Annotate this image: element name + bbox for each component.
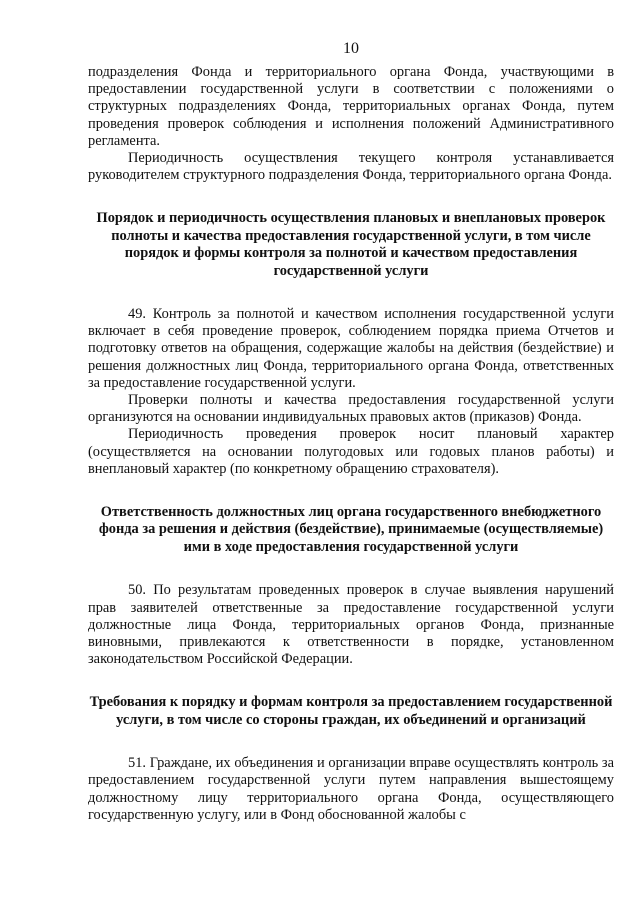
paragraph-control-periodicity: Периодичность осуществления текущего контроля устанавливается руководителем структурного подразделения Фонда, территориального органа Фонда.	[88, 150, 614, 184]
page-number: 10	[343, 40, 359, 57]
section-heading-inspections: Порядок и периодичность осуществления плановых и внеплановых проверок полноты и качества предоставления государственной услуги, в том числе порядок и формы контроля за полнотой и качеством предоставления государственной услуги	[96, 210, 606, 279]
document-page	[88, 40, 614, 824]
paragraph-50: 50. По результатам проведенных проверок в случае выявления нарушений прав заявителей ответственные за предоставление государственной услуги должностные лица Фонда, территориальных органов Фонда, признанные виновными, привлекаются к ответственности в порядке, установленном законодательством Российской Федерации.	[88, 582, 614, 668]
paragraph-inspections-periodicity: Периодичность проведения проверок носит плановый характер (осуществляется на основании полугодовых или годовых планов работы) и внеплановый характер (по конкретному обращению страхователя).	[88, 426, 614, 477]
section-heading-responsibility: Ответственность должностных лиц органа государственного внебюджетного фонда за решения и действия (бездействие), принимаемые (осуществляемые) ими в ходе предоставления государственной услуги	[98, 504, 604, 555]
section-heading-citizen-control: Требования к порядку и формам контроля за предоставлением государственной услуги, в том числе со стороны граждан, их объединений и организаций	[89, 694, 613, 728]
paragraph-51: 51. Граждане, их объединения и организации вправе осуществлять контроль за предоставлением государственной услуги путем направления вышестоящему должностному лицу территориального органа Фонда, осуществляющего государственную услугу, или в Фонд обоснованной жалобы с	[88, 755, 614, 823]
paragraph-inspections-organized: Проверки полноты и качества предоставления государственной услуги организуются на основании индивидуальных правовых актов (приказов) Фонда.	[88, 392, 614, 426]
paragraph-49: 49. Контроль за полнотой и качеством исполнения государственной услуги включает в себя проведение проверок, соблюдением порядка приема Отчетов и подготовку ответов на обращения, содержащие жалобы на действия (бездействие) и решения должностных лиц Фонда, территориального органа Фонда, ответственных за предоставление государственной услуги.	[88, 306, 614, 391]
paragraph-continued: подразделения Фонда и территориального органа Фонда, участвующими в предоставлении государственной услуги в соответствии с положениями о структурных подразделениях Фонда, территориальных органах Фонда, путем проведения проверок соблюдения и исполнения положений Административного регламента.	[88, 64, 614, 149]
